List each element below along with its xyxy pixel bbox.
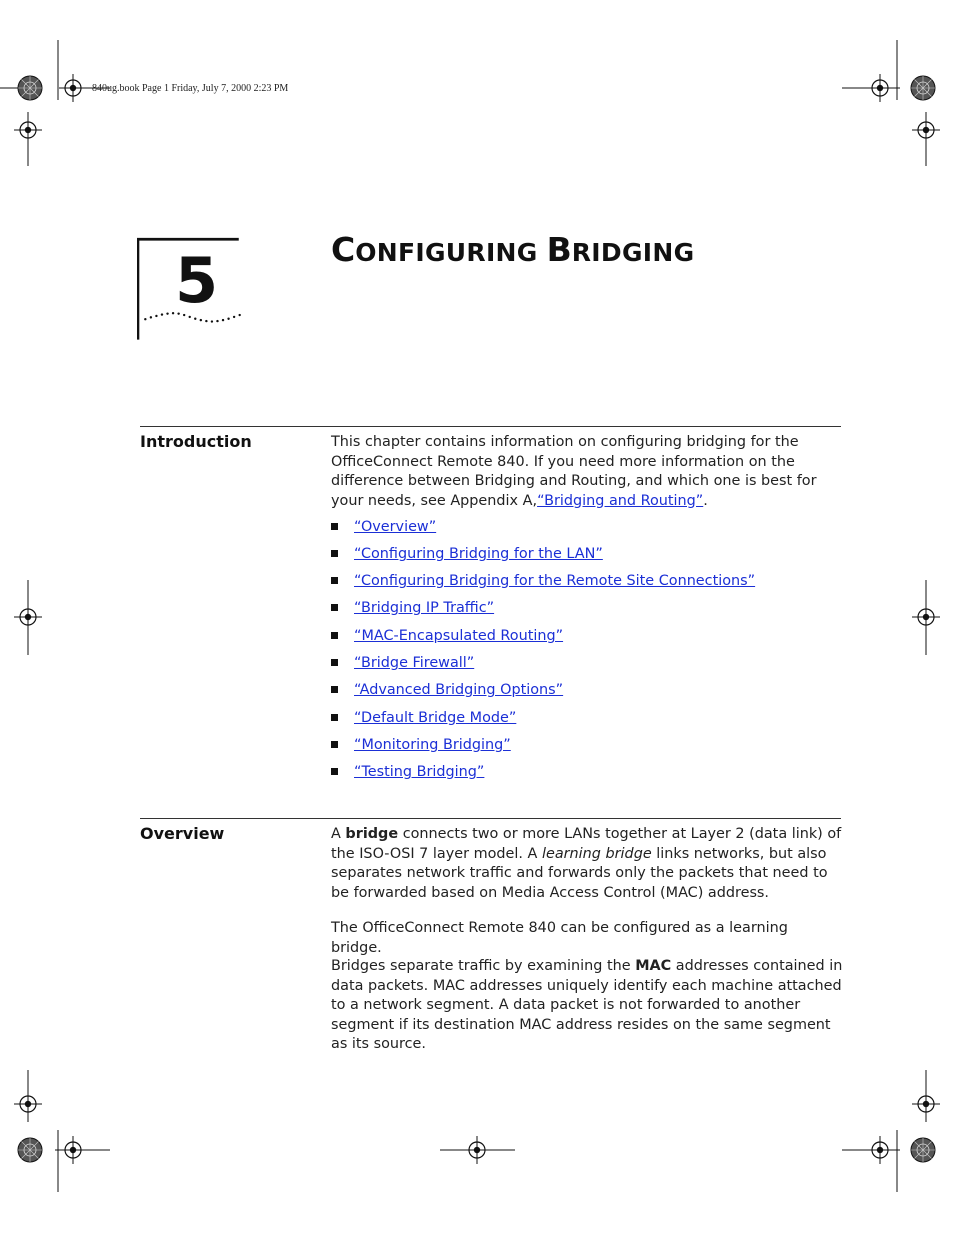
list-item [331, 518, 436, 537]
overview-paragraph-1 [331, 825, 843, 903]
toc-link-monitoring[interactable]: “Monitoring Bridging” [354, 737, 511, 753]
introduction-text: This chapter contains information on configuring bridging for the OfficeConnect Remote 840. If you need more information on the difference between Bridging and Routing, and which one is best for your needs, see Appendix A, [331, 434, 817, 509]
toc-link-firewall[interactable]: “Bridge Firewall” [354, 655, 475, 671]
bullet-icon [331, 714, 338, 721]
toc-link-mac-routing[interactable]: “MAC-Encapsulated Routing” [354, 628, 564, 644]
text-run: addresses contained in data packets. MAC addresses uniquely identify each machine attached to a network segment. A data packet is not forwarded to another segment if its destination MAC address resides on the same segment as its source. [331, 958, 843, 1052]
toc-link-default-mode[interactable]: “Default Bridge Mode” [354, 710, 517, 726]
chapter-title [331, 230, 694, 269]
list-item [331, 681, 563, 700]
text-run: connects two or more LANs together at Layer 2 (data link) of the ISO-OSI 7 layer model. A [331, 826, 842, 862]
list-item [331, 763, 484, 782]
introduction-text-end: . [703, 492, 708, 509]
bullet-icon [331, 550, 338, 557]
bullet-icon [331, 632, 338, 639]
toc-link-overview[interactable]: “Overview” [354, 519, 437, 535]
list-item [331, 599, 494, 618]
text-run: links networks, but also separates network traffic and forwards only the packets that need to be forwarded based on Media Access Control (MAC) address. [331, 845, 828, 901]
chapter-title-part: RIDGING [571, 238, 695, 267]
list-item [331, 572, 755, 591]
bullet-icon [331, 686, 338, 693]
toc-link-advanced[interactable]: “Advanced Bridging Options” [354, 682, 564, 698]
overview-paragraph-2: The OfficeConnect Remote 840 can be configured as a learning bridge. [331, 920, 788, 956]
list-item [331, 545, 603, 564]
toc-link-remote-site[interactable]: “Configuring Bridging for the Remote Site Connections” [354, 573, 756, 589]
list-item [331, 654, 474, 673]
list-item [331, 627, 563, 646]
term-learning-bridge: learning bridge [541, 845, 652, 862]
bullet-icon [331, 741, 338, 748]
bullet-icon [331, 659, 338, 666]
chapter-title-part: ONFIGURING [355, 238, 547, 267]
list-item [331, 736, 511, 755]
term-bridge: bridge [345, 826, 399, 842]
chapter-title-part: C [331, 230, 356, 269]
term-mac: MAC [635, 958, 672, 974]
bullet-icon [331, 768, 338, 775]
print-header-note: 840ug.book Page 1 Friday, July 7, 2000 2:23 PM [92, 83, 289, 94]
section-divider [140, 818, 841, 819]
section-heading-overview: Overview [140, 824, 225, 843]
toc-link-testing[interactable]: “Testing Bridging” [354, 764, 485, 780]
bullet-icon [331, 577, 338, 584]
list-item [331, 709, 516, 728]
bullet-icon [331, 523, 338, 530]
appendix-link[interactable]: “Bridging and Routing” [537, 492, 704, 509]
chapter-title-part: B [546, 230, 572, 269]
bullet-icon [331, 604, 338, 611]
introduction-paragraph [331, 433, 843, 511]
section-divider [140, 426, 841, 427]
overview-paragraph-3 [331, 957, 843, 1055]
text-run: A [331, 826, 346, 842]
toc-link-lan[interactable]: “Configuring Bridging for the LAN” [354, 546, 603, 562]
text-run: Bridges separate traffic by examining the [331, 958, 636, 974]
toc-link-ip-traffic[interactable]: “Bridging IP Traffic” [354, 600, 495, 616]
chapter-number: 5 [175, 244, 219, 317]
section-heading-introduction: Introduction [140, 432, 252, 451]
